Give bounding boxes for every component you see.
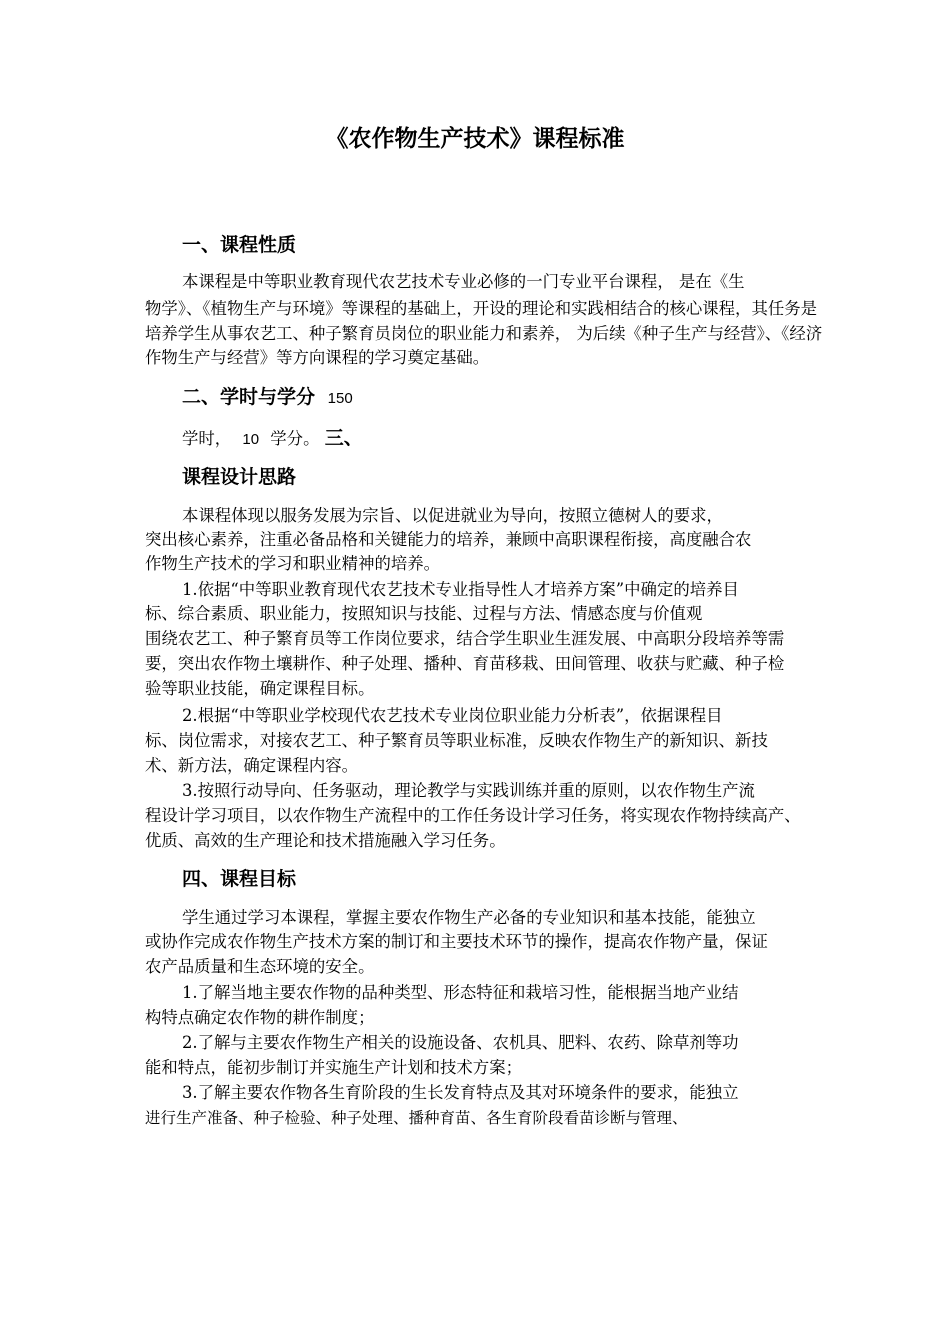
design-line-2: 突出核心素养，注重必备品格和关键能力的培养，兼顾中高职课程衔接，高度融合农 (145, 530, 752, 549)
credits-value: 10 (242, 431, 260, 448)
design-line-10: 标、岗位需求，对接农艺工、种子繁育员等职业标准，反映农作物生产的新知识、新技 (145, 731, 768, 750)
design-line-8: 验等职业技能，确定课程目标。 (145, 679, 375, 698)
design-line-12: 3.按照行动导向、任务驱动，理论教学与实践训练并重的原则，以农作物生产流 (182, 781, 755, 800)
goals-line-8: 3.了解主要农作物各生育阶段的生长发育特点及其对环境条件的要求，能独立 (182, 1083, 739, 1102)
goals-line-3: 农产品质量和生态环境的安全。 (145, 957, 375, 976)
goals-line-9: 进行生产准备、种子检验、种子处理、播种育苗、各生育阶段看苗诊断与管理、 (145, 1109, 688, 1127)
goals-line-6: 2.了解与主要农作物生产相关的设施设备、农机具、肥料、农药、除草剂等功 (182, 1033, 739, 1052)
section-heading-hours (182, 382, 353, 409)
nature-line-3: 培养学生从事农艺工、种子繁育员岗位的职业能力和素养， 为后续《种子生产与经营》、《经济 (145, 324, 823, 343)
design-line-3: 作物生产技术的学习和职业精神的培养。 (145, 554, 441, 573)
design-line-11: 术、新方法，确定课程内容。 (145, 756, 359, 775)
design-line-13: 程设计学习项目，以农作物生产流程中的工作任务设计学习任务，将实现农作物持续高产、 (145, 806, 801, 825)
section-heading-nature: 一、课程性质 (182, 234, 297, 256)
goals-line-7: 能和特点，能初步制订并实施生产计划和技术方案； (145, 1058, 522, 1077)
design-line-14: 优质、高效的生产理论和技术措施融入学习任务。 (145, 831, 506, 850)
section-3-prefix: 三、 (324, 427, 363, 449)
design-line-5: 标、综合素质、职业能力，按照知识与技能、过程与方法、情感态度与价值观 (145, 604, 703, 623)
nature-line-1: 本课程是中等职业教育现代农艺技术专业必修的一门专业平台课程， 是在《生 (182, 272, 745, 291)
design-line-6: 围绕农艺工、种子繁育员等工作岗位要求，结合学生职业生涯发展、中高职分段培养等需 (145, 629, 785, 648)
design-line-9: 2.根据“中等职业学校现代农艺技术专业岗位职业能力分析表”，依据课程目 (182, 706, 723, 725)
design-line-7: 要，突出农作物土壤耕作、种子处理、播种、育苗移栽、田间管理、收获与贮藏、种子检 (145, 654, 785, 673)
goals-line-2: 或协作完成农作物生产技术方案的制订和主要技术环节的操作，提高农作物产量，保证 (145, 932, 768, 951)
goals-line-5: 构特点确定农作物的耕作制度； (145, 1008, 375, 1027)
design-line-4: 1.依据“中等职业教育现代农艺技术专业指导性人才培养方案”中确定的培养目 (182, 580, 739, 599)
section-heading-design: 课程设计思路 (182, 466, 297, 488)
design-line-1: 本课程体现以服务发展为宗旨、以促进就业为导向，按照立德树人的要求， (182, 506, 723, 525)
hours-line (182, 426, 363, 452)
nature-line-4: 作物生产与经营》等方向课程的学习奠定基础。 (145, 348, 490, 367)
goals-line-1: 学生通过学习本课程，掌握主要农作物生产必备的专业知识和基本技能，能独立 (182, 908, 756, 927)
document-title: 《农作物生产技术》课程标准 (325, 126, 625, 152)
section-heading-goals: 四、课程目标 (182, 868, 297, 890)
hours-value: 150 (327, 390, 353, 407)
credits-unit: 学分。 (270, 429, 320, 448)
nature-line-2: 物学》、《植物生产与环境》等课程的基础上，开设的理论和实践相结合的核心课程，其任务是 (145, 299, 818, 318)
hours-heading-text: 二、学时与学分 (182, 386, 316, 408)
hours-unit: 学时， (182, 429, 232, 448)
goals-line-4: 1.了解当地主要农作物的品种类型、形态特征和栽培习性，能根据当地产业结 (182, 983, 739, 1002)
